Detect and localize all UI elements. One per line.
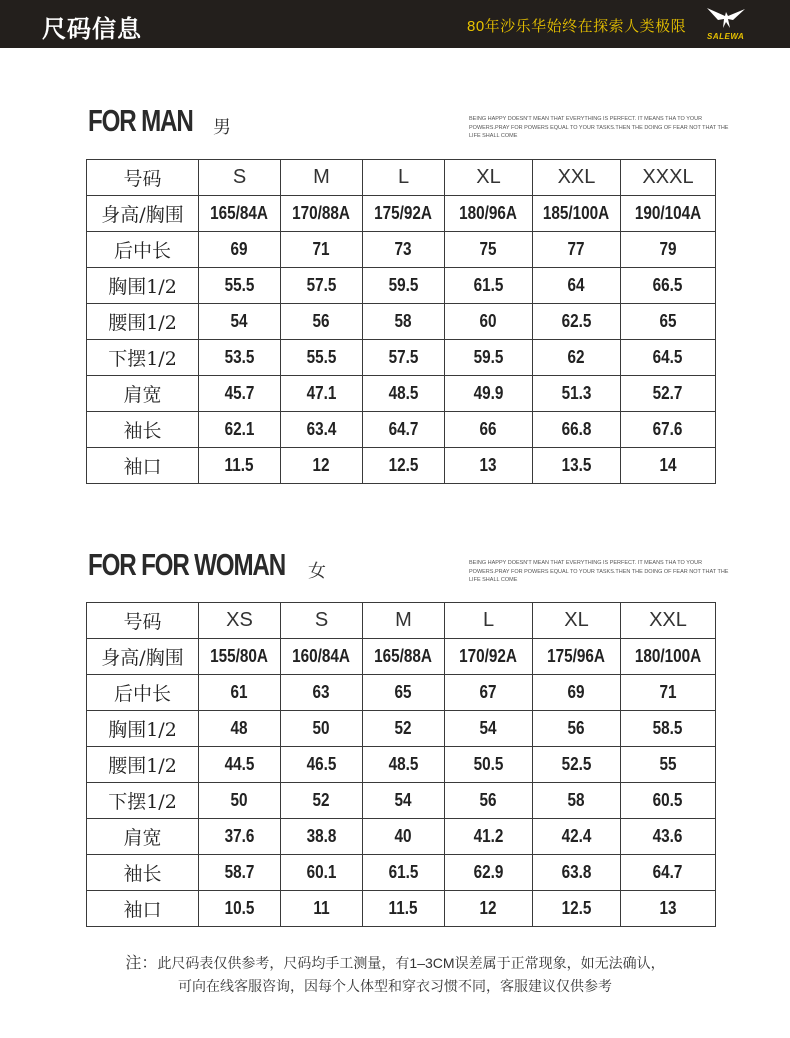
cell-value: 12.5 — [561, 898, 592, 918]
cell-value: 62 — [567, 347, 586, 367]
table-row — [87, 819, 716, 855]
cell-value: 64.5 — [653, 347, 683, 367]
table-cell — [363, 268, 445, 304]
table-cell — [281, 639, 363, 675]
cell-value: 165/84A — [210, 203, 269, 223]
size-header-cell: XXL — [533, 160, 621, 196]
cell-value: 13 — [659, 898, 677, 918]
table-row — [87, 340, 716, 376]
table-cell — [445, 891, 533, 927]
size-header-cell: XL — [445, 160, 533, 196]
cell-value: 45.7 — [224, 383, 255, 403]
table-cell — [199, 196, 281, 232]
cell-value: 12 — [312, 455, 331, 475]
table-cell — [281, 340, 363, 376]
cell-value: 64 — [567, 275, 586, 295]
cell-value: 63 — [312, 682, 331, 702]
table-cell — [199, 747, 281, 783]
size-header-cell: XXL — [621, 603, 716, 639]
size-header-cell: XL — [533, 603, 621, 639]
man-heading-cn: 男 — [213, 117, 231, 137]
cell-value: 60.1 — [306, 862, 337, 882]
table-cell — [281, 232, 363, 268]
measurement-label: 胸围1/2 — [87, 711, 199, 747]
cell-value: 49.9 — [473, 383, 504, 403]
cell-value: 11 — [313, 898, 330, 918]
cell-value: 65 — [659, 311, 677, 331]
table-cell — [363, 304, 445, 340]
table-cell — [533, 340, 621, 376]
man-section-heading — [88, 103, 231, 147]
table-row — [87, 747, 716, 783]
cell-value: 180/96A — [459, 203, 518, 223]
table-row — [87, 304, 716, 340]
table-row — [87, 891, 716, 927]
table-cell — [199, 819, 281, 855]
cell-value: 63.4 — [306, 419, 337, 439]
woman-heading-cn: 女 — [308, 561, 326, 581]
table-cell — [281, 448, 363, 484]
cell-value: 60 — [479, 311, 498, 331]
disclaimer-line-1 — [0, 950, 790, 973]
cell-value: 48.5 — [388, 754, 419, 774]
table-row — [87, 196, 716, 232]
table-cell — [281, 891, 363, 927]
table-cell — [533, 448, 621, 484]
table-cell — [621, 232, 716, 268]
cell-value: 50 — [312, 718, 331, 738]
cell-value: 65 — [394, 682, 413, 702]
cell-value: 59.5 — [388, 275, 419, 295]
table-row — [87, 376, 716, 412]
cell-value: 160/84A — [292, 646, 351, 666]
cell-value: 58.5 — [653, 718, 683, 738]
table-cell — [281, 304, 363, 340]
cell-value: 52.5 — [561, 754, 592, 774]
size-header-cell: M — [363, 603, 445, 639]
table-cell — [281, 783, 363, 819]
cell-value: 10.5 — [224, 898, 255, 918]
size-header-cell: S — [281, 603, 363, 639]
measurement-label: 袖长 — [87, 412, 199, 448]
table-cell — [533, 675, 621, 711]
table-cell — [363, 747, 445, 783]
table-cell — [199, 268, 281, 304]
table-row — [87, 412, 716, 448]
cell-value: 185/100A — [543, 203, 610, 223]
cell-value: 60.5 — [653, 790, 683, 810]
note-lead: 注： — [125, 955, 158, 972]
table-cell — [363, 675, 445, 711]
table-cell — [621, 639, 716, 675]
woman-section-heading — [88, 547, 341, 591]
cell-value: 47.1 — [306, 383, 337, 403]
table-cell — [533, 639, 621, 675]
disclaimer-line-2: 可向在线客服咨询，因每个人体型和穿衣习惯不同，客服建议仅供参考 — [178, 978, 612, 994]
table-row — [87, 232, 716, 268]
table-cell — [533, 783, 621, 819]
table-row — [87, 639, 716, 675]
cell-value: 170/88A — [292, 203, 351, 223]
cell-value: 41.2 — [473, 826, 504, 846]
note-text-1: 此尺码表仅供参考，尺码均手工测量，有1–3CM误差属于正常现象，如无法确认， — [157, 955, 665, 971]
cell-value: 11.5 — [389, 898, 418, 918]
table-cell — [533, 304, 621, 340]
table-cell — [445, 747, 533, 783]
table-cell — [445, 232, 533, 268]
cell-value: 12.5 — [388, 455, 419, 475]
table-cell — [445, 783, 533, 819]
cell-value: 59.5 — [473, 347, 504, 367]
table-row — [87, 268, 716, 304]
table-cell — [281, 268, 363, 304]
table-cell — [199, 855, 281, 891]
cell-value: 53.5 — [224, 347, 255, 367]
size-column-header: 号码 — [87, 603, 199, 639]
cell-value: 155/80A — [210, 646, 269, 666]
cell-value: 56 — [312, 311, 331, 331]
table-cell — [199, 340, 281, 376]
woman-size-table — [86, 602, 716, 927]
header-bar — [0, 0, 790, 48]
table-row — [87, 675, 716, 711]
size-header-cell: XXXL — [621, 160, 716, 196]
man-fine-print: BEING HAPPY DOESN'T MEAN THAT EVERYTHING IS PERFECT. IT MEANS THA TO YOUR POWERS.PRAY FOR POWERS EQUAL TO YOUR TASKS.THEN THE DOING OF FEAR NOT THAT THE LIFE SHALL COME — [469, 116, 729, 139]
table-row — [87, 855, 716, 891]
table-cell — [621, 268, 716, 304]
woman-header-row — [87, 603, 716, 639]
table-row — [87, 448, 716, 484]
table-cell — [621, 747, 716, 783]
table-cell — [621, 448, 716, 484]
measurement-label: 腰围1/2 — [87, 304, 199, 340]
table-cell — [445, 304, 533, 340]
man-heading-en: FOR MAN — [88, 103, 193, 138]
table-cell — [621, 412, 716, 448]
cell-value: 56 — [567, 718, 586, 738]
table-cell — [621, 196, 716, 232]
cell-value: 66.8 — [561, 419, 592, 439]
cell-value: 55.5 — [224, 275, 255, 295]
table-cell — [363, 855, 445, 891]
cell-value: 77 — [567, 239, 586, 259]
brand-logo-text: SALEWA — [707, 32, 745, 41]
table-cell — [363, 783, 445, 819]
cell-value: 57.5 — [306, 275, 337, 295]
cell-value: 61.5 — [388, 862, 419, 882]
cell-value: 37.6 — [224, 826, 255, 846]
cell-value: 64.7 — [388, 419, 419, 439]
table-cell — [363, 448, 445, 484]
table-cell — [199, 783, 281, 819]
size-header-cell: L — [445, 603, 533, 639]
cell-value: 63.8 — [561, 862, 592, 882]
table-cell — [445, 639, 533, 675]
measurement-label: 后中长 — [87, 675, 199, 711]
cell-value: 58 — [394, 311, 413, 331]
cell-value: 190/104A — [634, 203, 702, 223]
table-cell — [281, 196, 363, 232]
table-cell — [281, 711, 363, 747]
cell-value: 13 — [479, 455, 498, 475]
table-cell — [363, 376, 445, 412]
woman-fine-print: BEING HAPPY DOESN'T MEAN THAT EVERYTHING IS PERFECT. IT MEANS THA TO YOUR POWERS.PRAY FOR POWERS EQUAL TO YOUR TASKS.THEN THE DOING OF FEAR NOT THAT THE LIFE SHALL COME — [469, 560, 729, 583]
cell-value: 38.8 — [306, 826, 337, 846]
table-cell — [533, 196, 621, 232]
brand-slogan: 80年沙乐华始终在探索人类极限 — [467, 18, 687, 35]
table-cell — [363, 891, 445, 927]
table-cell — [533, 412, 621, 448]
table-cell — [445, 196, 533, 232]
table-cell — [445, 268, 533, 304]
table-cell — [363, 639, 445, 675]
table-cell — [281, 675, 363, 711]
cell-value: 52 — [312, 790, 331, 810]
cell-value: 180/100A — [634, 646, 702, 666]
table-cell — [621, 783, 716, 819]
table-cell — [621, 819, 716, 855]
cell-value: 66 — [479, 419, 498, 439]
cell-value: 54 — [394, 790, 413, 810]
cell-value: 64.7 — [653, 862, 683, 882]
table-cell — [281, 376, 363, 412]
table-cell — [533, 376, 621, 412]
table-cell — [621, 340, 716, 376]
cell-value: 69 — [230, 239, 249, 259]
table-cell — [445, 675, 533, 711]
cell-value: 79 — [659, 239, 677, 259]
cell-value: 42.4 — [561, 826, 592, 846]
cell-value: 71 — [312, 239, 331, 259]
measurement-label: 后中长 — [87, 232, 199, 268]
table-cell — [533, 891, 621, 927]
table-cell — [533, 711, 621, 747]
table-cell — [533, 855, 621, 891]
table-cell — [445, 340, 533, 376]
table-cell — [621, 304, 716, 340]
table-row — [87, 783, 716, 819]
cell-value: 58 — [567, 790, 586, 810]
cell-value: 73 — [394, 239, 413, 259]
table-cell — [445, 711, 533, 747]
table-cell — [445, 376, 533, 412]
cell-value: 52.7 — [653, 383, 683, 403]
table-cell — [621, 711, 716, 747]
table-cell — [363, 196, 445, 232]
cell-value: 66.5 — [653, 275, 683, 295]
table-cell — [621, 376, 716, 412]
size-header-cell: L — [363, 160, 445, 196]
cell-value: 62.5 — [561, 311, 592, 331]
table-cell — [621, 675, 716, 711]
woman-heading-en: FOR FOR WOMAN — [88, 547, 286, 582]
measurement-label: 身高/胸围 — [87, 196, 199, 232]
measurement-label: 下摆1/2 — [87, 340, 199, 376]
measurement-label: 身高/胸围 — [87, 639, 199, 675]
size-header-cell: M — [281, 160, 363, 196]
table-cell — [445, 855, 533, 891]
table-cell — [199, 675, 281, 711]
cell-value: 40 — [394, 826, 413, 846]
measurement-label: 袖口 — [87, 448, 199, 484]
cell-value: 55 — [659, 754, 677, 774]
size-header-cell: S — [199, 160, 281, 196]
cell-value: 52 — [394, 718, 413, 738]
table-cell — [199, 448, 281, 484]
measurement-label: 袖长 — [87, 855, 199, 891]
table-cell — [199, 639, 281, 675]
measurement-label: 胸围1/2 — [87, 268, 199, 304]
measurement-label: 肩宽 — [87, 376, 199, 412]
table-cell — [533, 268, 621, 304]
table-cell — [281, 747, 363, 783]
cell-value: 175/92A — [374, 203, 433, 223]
table-cell — [199, 376, 281, 412]
table-cell — [363, 412, 445, 448]
table-cell — [621, 855, 716, 891]
table-cell — [199, 304, 281, 340]
cell-value: 11.5 — [225, 455, 254, 475]
page-title: 尺码信息 — [42, 16, 142, 43]
cell-value: 50.5 — [473, 754, 504, 774]
cell-value: 58.7 — [224, 862, 255, 882]
cell-value: 175/96A — [547, 646, 606, 666]
table-cell — [281, 412, 363, 448]
table-cell — [533, 747, 621, 783]
cell-value: 43.6 — [653, 826, 683, 846]
cell-value: 165/88A — [374, 646, 433, 666]
cell-value: 54 — [230, 311, 249, 331]
cell-value: 67 — [479, 682, 498, 702]
table-cell — [445, 448, 533, 484]
table-cell — [199, 891, 281, 927]
cell-value: 51.3 — [561, 383, 592, 403]
cell-value: 54 — [479, 718, 498, 738]
cell-value: 44.5 — [224, 754, 255, 774]
cell-value: 50 — [230, 790, 249, 810]
eagle-icon — [706, 6, 746, 32]
cell-value: 55.5 — [306, 347, 337, 367]
man-size-table — [86, 159, 716, 484]
table-cell — [281, 819, 363, 855]
cell-value: 14 — [659, 455, 677, 475]
measurement-label: 腰围1/2 — [87, 747, 199, 783]
cell-value: 69 — [567, 682, 586, 702]
cell-value: 170/92A — [459, 646, 518, 666]
table-cell — [533, 819, 621, 855]
cell-value: 61 — [230, 682, 249, 702]
table-cell — [445, 819, 533, 855]
table-cell — [281, 855, 363, 891]
measurement-label: 下摆1/2 — [87, 783, 199, 819]
table-cell — [533, 232, 621, 268]
cell-value: 48.5 — [388, 383, 419, 403]
table-cell — [445, 412, 533, 448]
cell-value: 71 — [659, 682, 677, 702]
size-header-cell: XS — [199, 603, 281, 639]
table-cell — [363, 232, 445, 268]
table-cell — [363, 340, 445, 376]
cell-value: 62.1 — [224, 419, 255, 439]
table-cell — [199, 232, 281, 268]
cell-value: 56 — [479, 790, 498, 810]
cell-value: 13.5 — [561, 455, 592, 475]
table-row — [87, 711, 716, 747]
table-cell — [621, 891, 716, 927]
cell-value: 62.9 — [473, 862, 504, 882]
man-header-row — [87, 160, 716, 196]
cell-value: 75 — [479, 239, 498, 259]
table-cell — [199, 412, 281, 448]
cell-value: 67.6 — [653, 419, 683, 439]
cell-value: 48 — [230, 718, 249, 738]
cell-value: 57.5 — [388, 347, 419, 367]
table-cell — [363, 711, 445, 747]
measurement-label: 袖口 — [87, 891, 199, 927]
cell-value: 12 — [479, 898, 498, 918]
brand-logo[interactable] — [700, 6, 752, 44]
measurement-label: 肩宽 — [87, 819, 199, 855]
size-column-header: 号码 — [87, 160, 199, 196]
table-cell — [199, 711, 281, 747]
table-cell — [363, 819, 445, 855]
cell-value: 46.5 — [306, 754, 337, 774]
cell-value: 61.5 — [473, 275, 504, 295]
